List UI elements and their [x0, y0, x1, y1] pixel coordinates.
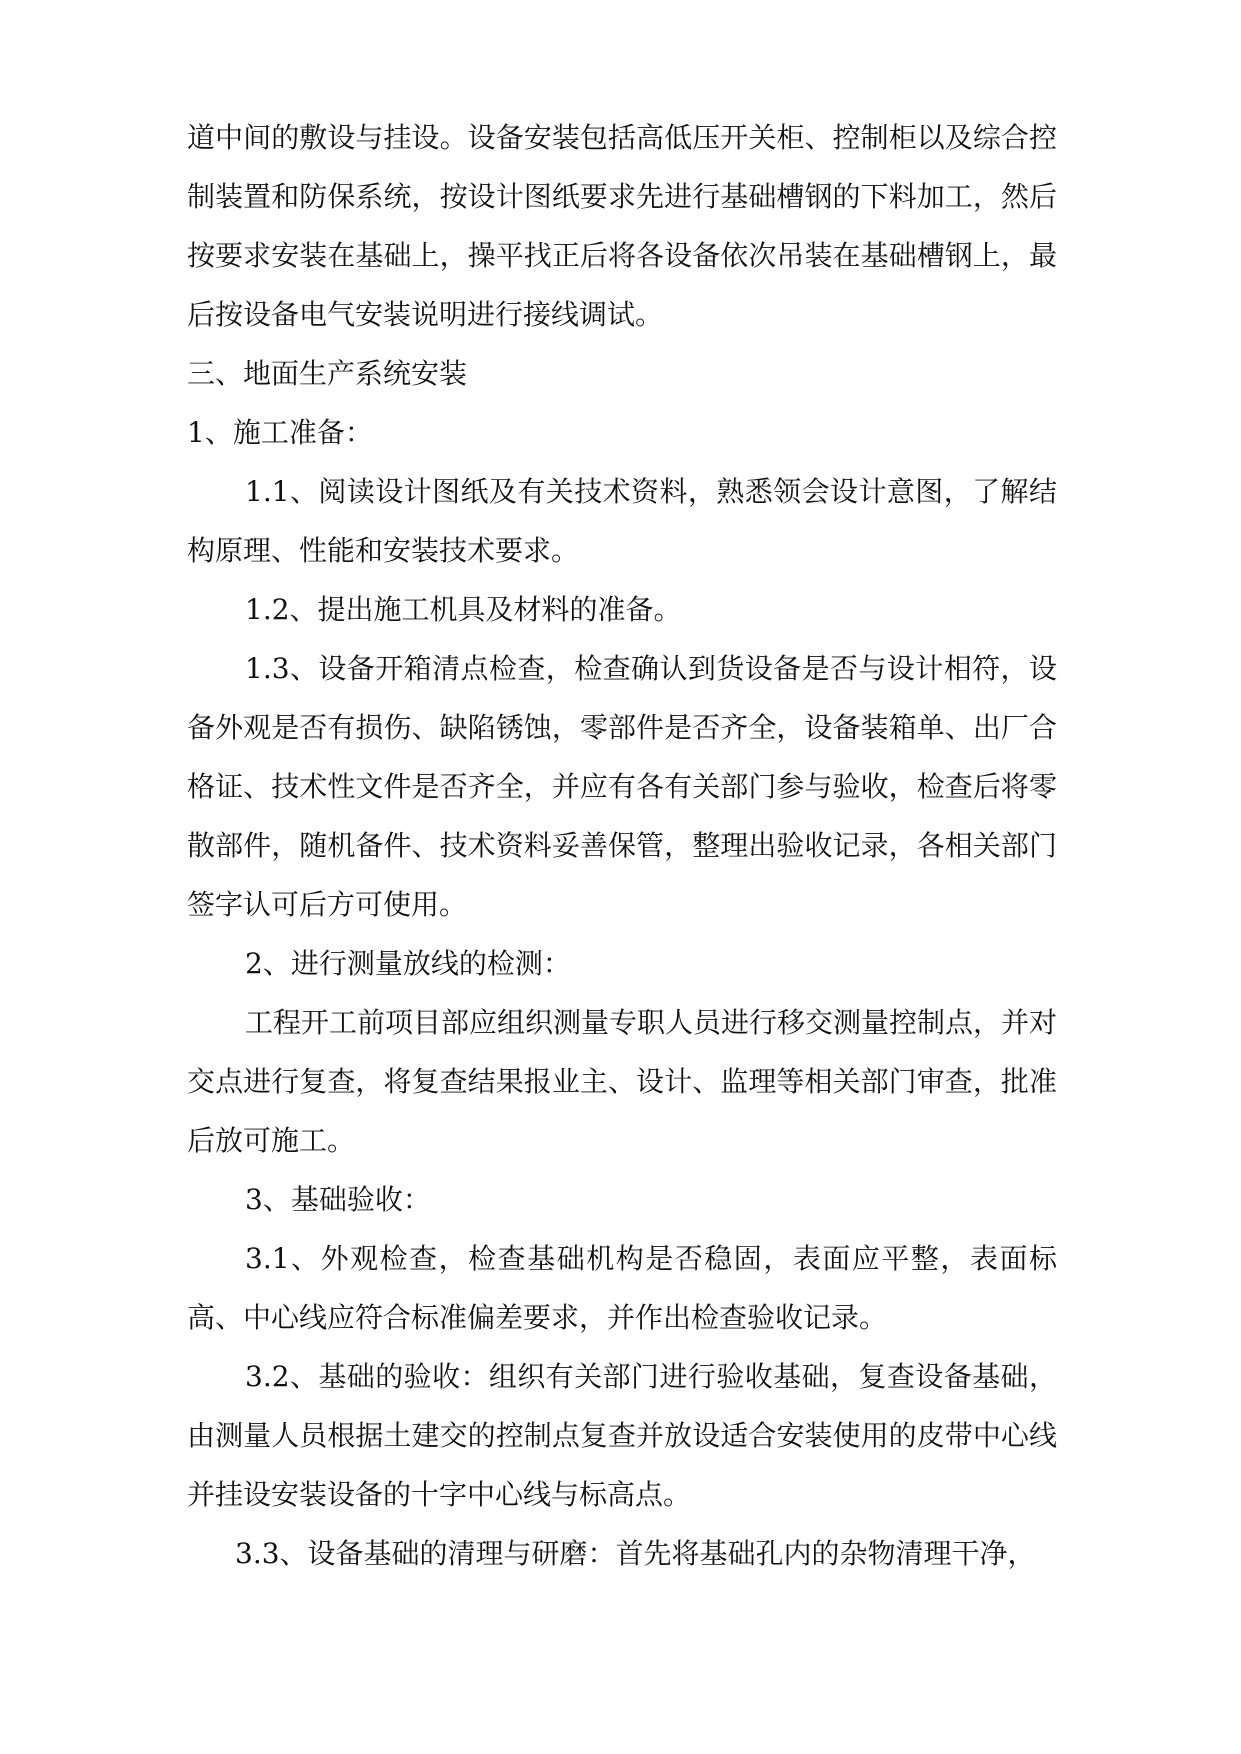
paragraph-1-3: 1.3、设备开箱清点检查，检查确认到货设备是否与设计相符，设备外观是否有损伤、缺陷锈蚀，零部件是否齐全，设备装箱单、出厂合格证、技术性文件是否齐全，并应有各有关部门参与验收，检查后将零散部件，随机备件、技术资料妥善保管，整理出验收记录，各相关部门签字认可后方可使用。 [187, 652, 1057, 921]
paragraph-electrical-installation: 道中间的敷设与挂设。设备安装包括高低压开关柜、控制柜以及综合控制装置和防保系统，按设计图纸要求先进行基础槽钢的下料加工，然后按要求安装在基础上，操平找正后将各设备依次吊装在基础槽钢上，最后按设备电气安装说明进行接线调试。 [187, 121, 1057, 331]
paragraph-3-2: 3.2、基础的验收：组织有关部门进行验收基础，复查设备基础，由测量人员根据土建交的控制点复查并放设适合安装使用的皮带中心线并挂设安装设备的十字中心线与标高点。 [187, 1360, 1057, 1511]
paragraph-1-2: 1.2、提出施工机具及材料的准备。 [245, 593, 682, 626]
paragraph-1-1: 1.1、阅读设计图纸及有关技术资料，熟悉领会设计意图，了解结构原理、性能和安装技术要求。 [187, 475, 1057, 567]
subheading-construction-preparation: 1、施工准备： [187, 416, 373, 449]
subheading-survey-inspection: 2、进行测量放线的检测： [245, 947, 571, 980]
paragraph-3-3: 3.3、设备基础的清理与研磨：首先将基础孔内的杂物清理干净， [235, 1537, 1036, 1570]
paragraph-survey: 工程开工前项目部应组织测量专职人员进行移交测量控制点，并对交点进行复查，将复查结果报业主、设计、监理等相关部门审查，批准后放可施工。 [187, 1006, 1058, 1157]
document-body [187, 108, 1057, 1583]
paragraph-3-1: 3.1、外观检查，检查基础机构是否稳固，表面应平整，表面标高、中心线应符合标准偏差要求，并作出检查验收记录。 [187, 1242, 1057, 1334]
subheading-foundation-acceptance: 3、基础验收： [245, 1183, 431, 1216]
section-heading-ground-system: 三、地面生产系统安装 [187, 357, 468, 390]
